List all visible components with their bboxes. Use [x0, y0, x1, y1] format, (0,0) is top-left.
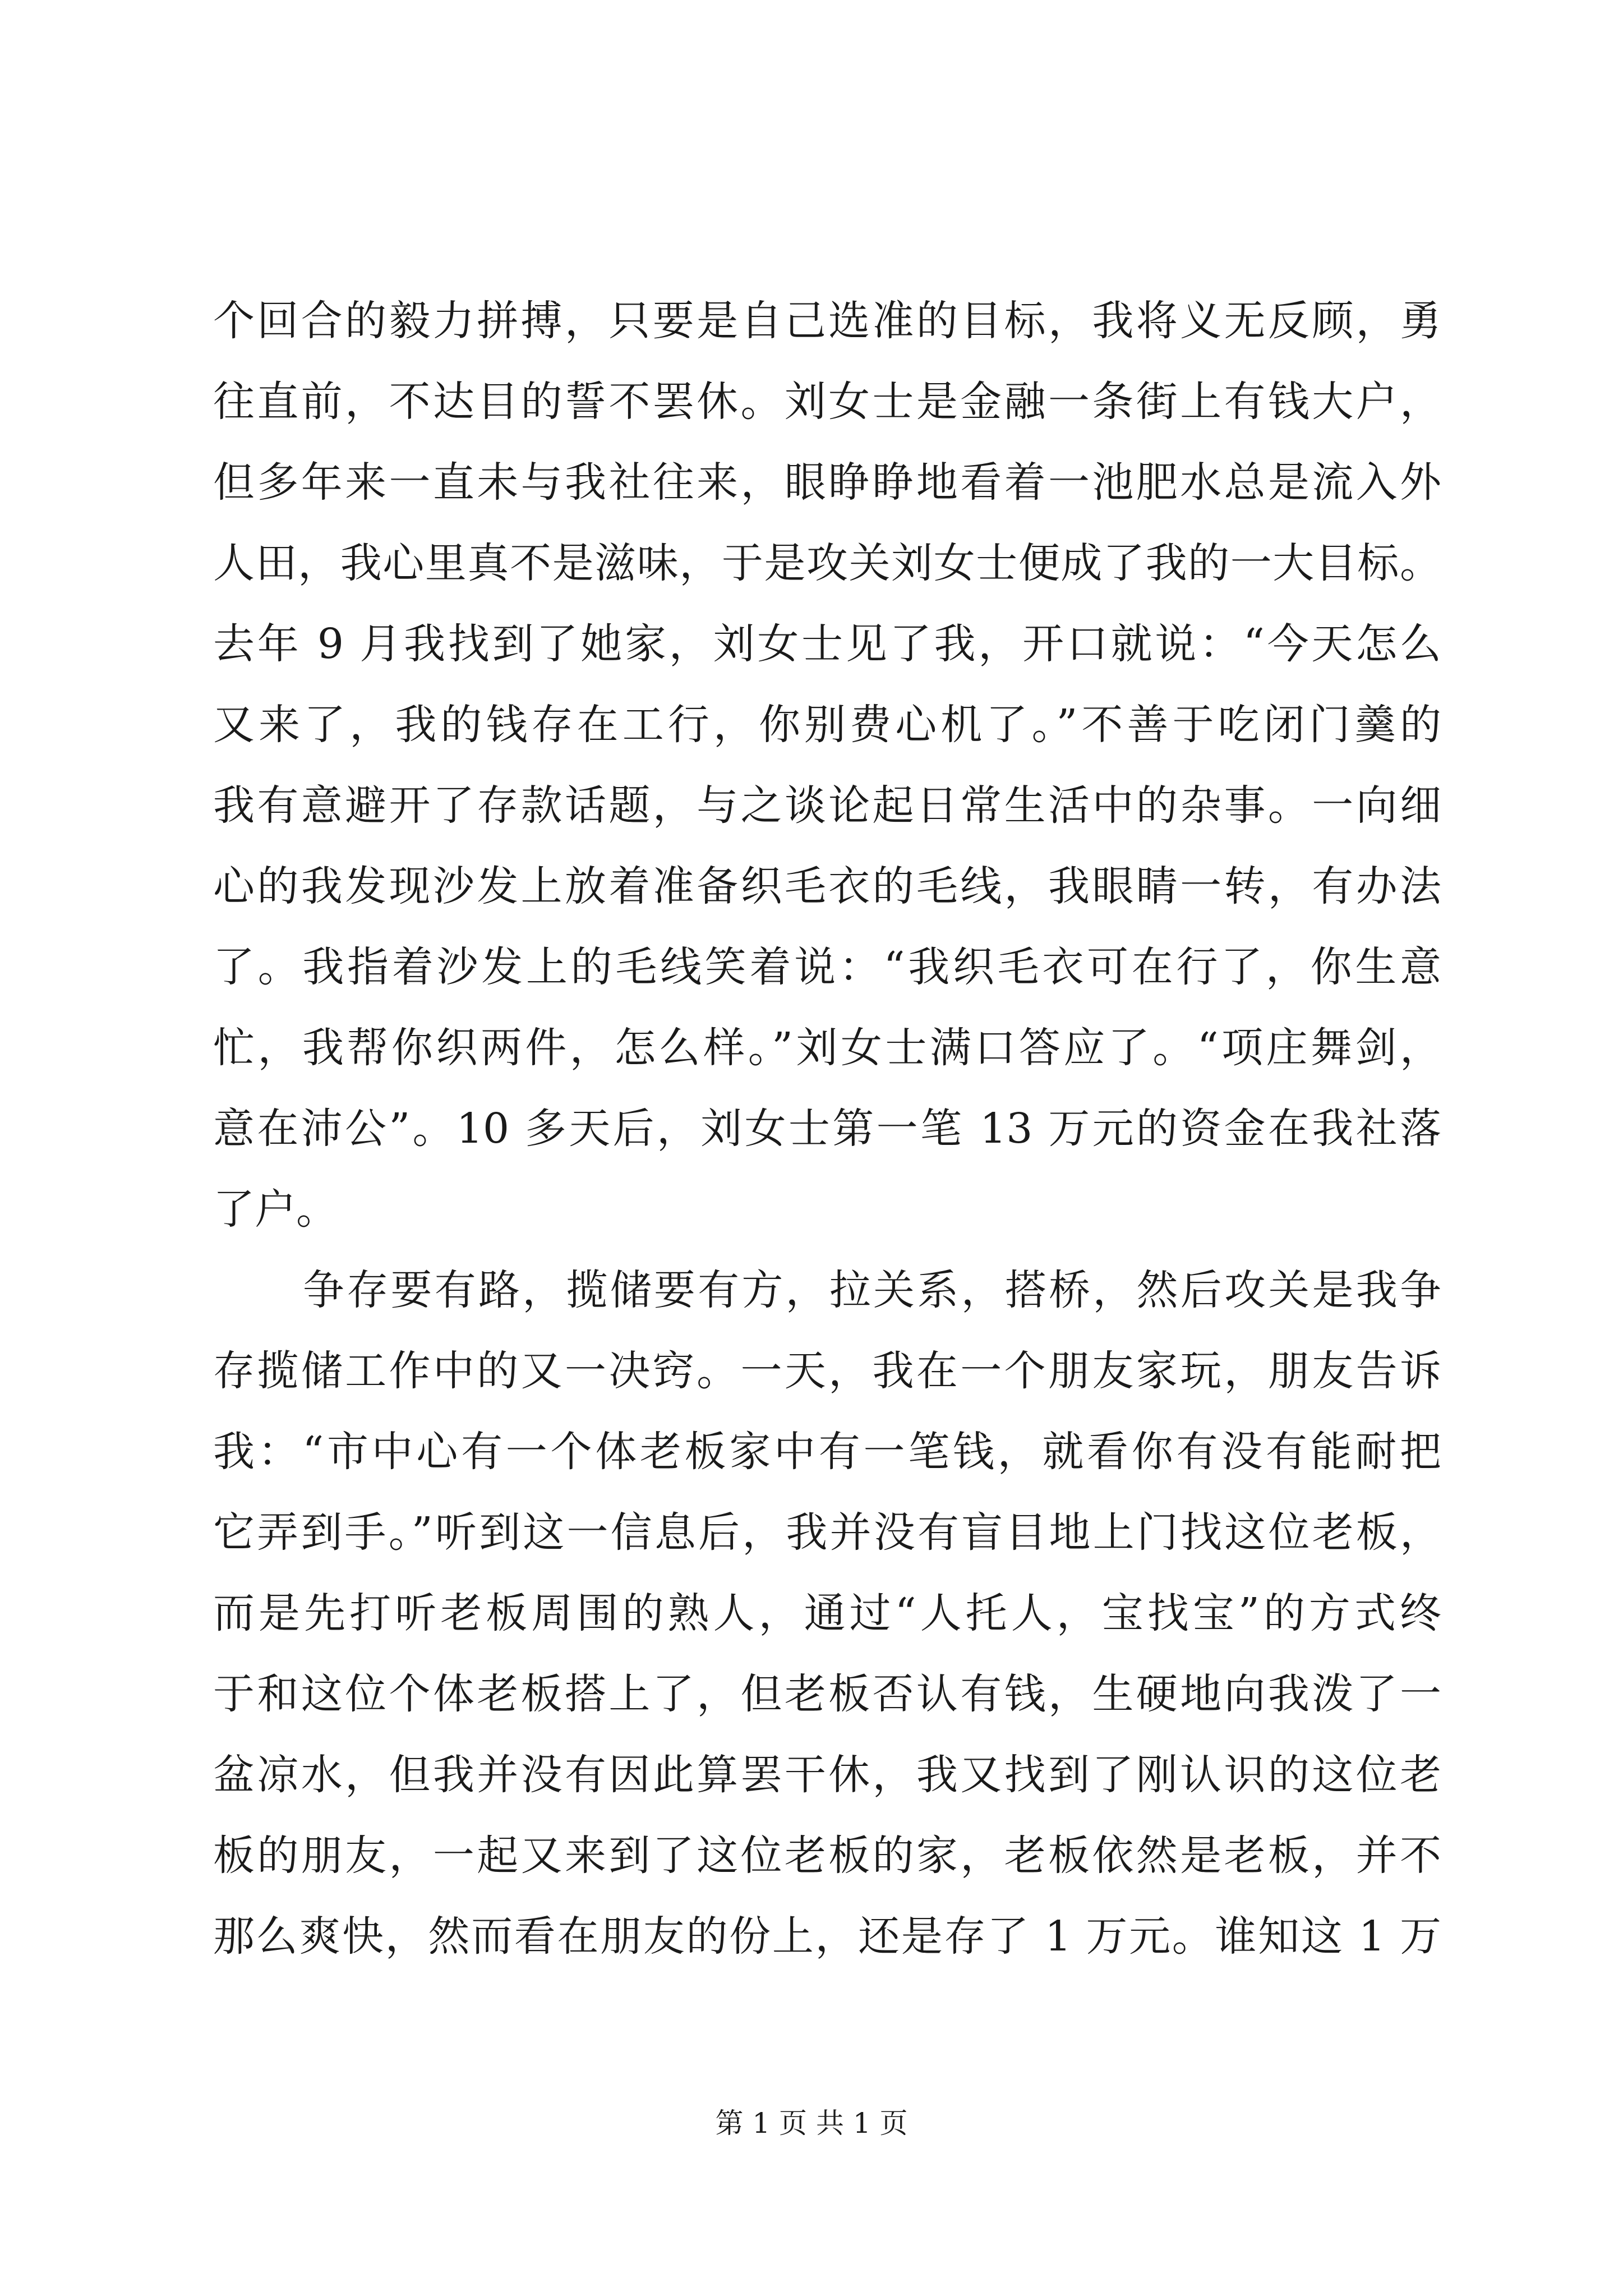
text-line: 板的朋友，一起又来到了这位老板的家，老板依然是老板，并不 [213, 1832, 1441, 1880]
text-line: 又来了，我的钱存在工行，你别费心机了。”不善于吃闭门羹的 [213, 701, 1441, 749]
text-line: 我：“市中心有一个体老板家中有一笔钱，就看你有没有能耐把 [213, 1428, 1441, 1476]
text-line: 盆凉水，但我并没有因此算罢干休，我又找到了刚认识的这位老 [213, 1751, 1441, 1799]
paragraph-first-line: 争存要有路，揽储要有方，拉关系，搭桥，然后攻关是我争 [303, 1266, 1441, 1314]
text-line: 心的我发现沙发上放着准备织毛衣的毛线，我眼睛一转，有办法 [213, 862, 1441, 910]
body-text [213, 280, 1441, 1977]
text-line: 意在沛公”。10 多天后，刘女士第一笔 13 万元的资金在我社落 [213, 1105, 1441, 1153]
text-line: 去年 9 月我找到了她家，刘女士见了我，开口就说：“今天怎么 [213, 620, 1441, 668]
text-line: 于和这位个体老板搭上了，但老板否认有钱，生硬地向我泼了一 [213, 1670, 1441, 1718]
text-line: 而是先打听老板周围的熟人，通过“人托人，宝找宝”的方式终 [213, 1589, 1441, 1637]
text-line: 人田，我心里真不是滋味，于是攻关刘女士便成了我的一大目标。 [213, 539, 1441, 587]
text-line: 了户。 [213, 1185, 338, 1234]
text-line: 但多年来一直未与我社往来，眼睁睁地看着一池肥水总是流入外 [213, 458, 1441, 507]
text-line: 我有意避开了存款话题，与之谈论起日常生活中的杂事。一向细 [213, 781, 1441, 830]
text-line: 个回合的毅力拼搏，只要是自己选准的目标，我将义无反顾，勇 [213, 297, 1441, 345]
text-line: 忙，我帮你织两件，怎么样。”刘女士满口答应了。“项庄舞剑， [213, 1024, 1441, 1072]
page-footer: 第 1 页 共 1 页 [715, 2107, 908, 2139]
text-line: 存揽储工作中的又一决窍。一天，我在一个朋友家玩，朋友告诉 [213, 1347, 1441, 1395]
text-line: 那么爽快，然而看在朋友的份上，还是存了 1 万元。谁知这 1 万 [213, 1912, 1441, 1961]
text-line: 往直前，不达目的誓不罢休。刘女士是金融一条街上有钱大户， [213, 378, 1441, 426]
text-line: 它弄到手。”听到这一信息后，我并没有盲目地上门找这位老板， [213, 1508, 1441, 1557]
text-line: 了。我指着沙发上的毛线笑着说：“我织毛衣可在行了，你生意 [213, 943, 1441, 991]
